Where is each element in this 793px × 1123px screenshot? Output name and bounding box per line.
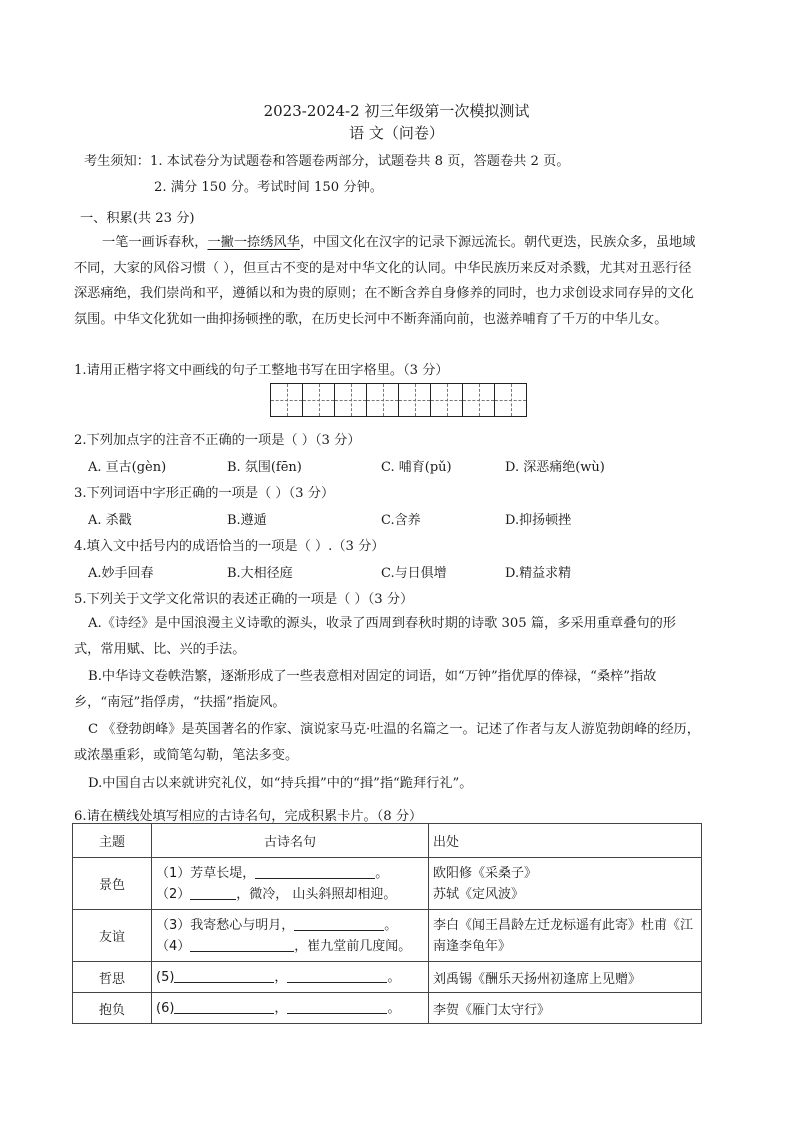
q4-option-d[interactable]: D.精益求精: [505, 566, 572, 581]
line-prefix: （1）芳草长堤，: [156, 865, 256, 881]
q3-option-d[interactable]: D.抑扬顿挫: [505, 513, 572, 528]
line-suffix: 。: [384, 917, 398, 933]
table-row: [73, 962, 702, 993]
line-suffix: 。: [375, 865, 389, 881]
fill-blank[interactable]: [287, 968, 387, 983]
line-middle: ，: [274, 969, 288, 985]
line-middle: ，崔九堂前几度闻。: [294, 938, 412, 954]
table-header-row: [73, 824, 702, 858]
fill-blank[interactable]: [174, 999, 274, 1014]
question-6: 6.请在横线处填写相应的古诗名句，完成积累卡片。（8 分）: [74, 809, 423, 824]
source-line: 苏轼《定风波》: [433, 886, 525, 902]
line-prefix: (5): [156, 969, 175, 985]
line-prefix: （4）: [156, 938, 191, 954]
q3-option-c[interactable]: C.含养: [381, 513, 421, 528]
line-suffix: 。: [387, 1000, 401, 1016]
grid-cell[interactable]: [367, 384, 399, 416]
question-2: 2.下列加点字的注音不正确的一项是（ ）（3 分）: [74, 433, 361, 448]
table-row: [73, 910, 702, 962]
poem-lines-cell: [152, 910, 429, 962]
source-line: 欧阳修《采桑子》: [433, 865, 538, 881]
source-text: 李白《闻王昌龄左迁龙标遥有此寄》杜甫《江南逢李龟年》: [433, 917, 694, 954]
passage-part-2: ，中国文化在汉字的记录下源远流长。朝代更迭，民族众多，虽地域不同，大家的风俗习惯（ ），但亘古不变的是对中华文化的认同。中华民族历来反对杀戮，尤其对丑恶行径深恶痛绝，我们崇尚和平，遵循以和为贵的原则；在不断含养自身修养的同时，也力求创设求同存异的文化氛围。中华文化犹如一曲抑扬顿挫的歌，在历史长河中不断奔涌向前，也滋养哺育了千万的中华儿女。: [74, 235, 696, 327]
fill-blank[interactable]: [190, 937, 294, 952]
question-1: 1.请用正楷字将文中画线的句子工整地书写在田字格里。（3 分）: [74, 363, 449, 378]
row-source: 李贺《雁门太守行》: [429, 993, 702, 1024]
grid-cell[interactable]: [463, 384, 495, 416]
grid-cell[interactable]: [271, 384, 303, 416]
exam-subtitle: 语 文（问卷）: [349, 124, 444, 142]
q5-option-c[interactable]: C 《登勃朗峰》是英国著名的作家、演说家马克·吐温的名篇之一。记述了作者与友人游览勃朗峰的经历，或浓墨重彩，或简笔勾勒，笔法多变。: [74, 722, 700, 763]
row-theme: 抱负: [73, 993, 152, 1024]
q2-option-a[interactable]: A. 亘古(gèn): [88, 460, 167, 475]
line-prefix: （2）: [156, 886, 191, 902]
header-theme: 主题: [73, 824, 152, 858]
q5-option-b[interactable]: B.中华诗文卷帙浩繁，逐渐形成了一些表意相对固定的词语，如“万钟”指优厚的俸禄，“桑梓”指故乡，“南冠”指俘虏，“扶摇”指旋风。: [74, 669, 657, 710]
table-row: [73, 993, 702, 1024]
notice-line-2: 2. 满分 150 分。考试时间 150 分钟。: [154, 180, 383, 195]
line-suffix: 。: [387, 969, 401, 985]
row-source: [429, 858, 702, 910]
q4-option-a[interactable]: A.妙手回春: [88, 566, 154, 581]
question-5: 5.下列关于文学文化常识的表述正确的一项是（ ）（3 分）: [74, 592, 414, 607]
poem-lines-cell: [152, 962, 429, 993]
table-row: [73, 858, 702, 910]
q3-option-b[interactable]: B.遵遁: [227, 513, 267, 528]
poem-lines-cell: [152, 993, 429, 1024]
fill-blank[interactable]: [287, 999, 387, 1014]
reading-passage: [74, 230, 702, 332]
poem-lines-cell: [152, 858, 429, 910]
accumulation-card-table: [72, 823, 702, 1024]
question-4: 4.填入文中括号内的成语恰当的一项是（ ）.（3 分）: [74, 539, 385, 554]
q2-option-c[interactable]: C. 哺育(pǔ): [381, 460, 452, 475]
section-heading: 一、积累(共 23 分): [80, 211, 195, 226]
row-source: 刘禹锡《酬乐天扬州初逢席上见赠》: [429, 962, 702, 993]
q5-option-d[interactable]: D.中国自古以来就讲究礼仪，如“持兵揖”中的“揖”指“跪拜行礼”。: [88, 776, 473, 791]
row-theme: 景色: [73, 858, 152, 910]
row-theme: 哲思: [73, 962, 152, 993]
grid-cell[interactable]: [303, 384, 335, 416]
passage-part-1: 一笔一画诉春秋，: [102, 235, 208, 250]
q2-option-d[interactable]: D. 深恶痛绝(wù): [505, 460, 605, 475]
q5-option-a[interactable]: A.《诗经》是中国浪漫主义诗歌的源头，收录了西周到春秋时期的诗歌 305 篇，多采用重章叠句的形式，常用赋、比、兴的手法。: [74, 616, 676, 657]
notice-label: 考生须知：: [84, 154, 150, 169]
grid-cell[interactable]: [431, 384, 463, 416]
underlined-sentence: 一撇一捺绣风华: [207, 235, 300, 250]
grid-cell[interactable]: [399, 384, 431, 416]
row-source: [429, 910, 702, 962]
line-middle: ，微冷， 山头斜照却相迎。: [236, 886, 397, 902]
fill-blank[interactable]: [255, 864, 375, 879]
q4-option-c[interactable]: C.与日俱增: [381, 566, 447, 581]
fill-blank[interactable]: [174, 968, 274, 983]
q4-option-b[interactable]: B.大相径庭: [227, 566, 293, 581]
question-3: 3.下列词语中字形正确的一项是（ ）（3 分）: [74, 486, 335, 501]
line-middle: ，: [274, 1000, 288, 1016]
header-poem-line: 古诗名句: [152, 824, 429, 858]
grid-cell[interactable]: [495, 384, 526, 416]
row-theme: 友谊: [73, 910, 152, 962]
fill-blank[interactable]: [190, 885, 236, 900]
line-prefix: （3）我寄愁心与明月，: [156, 917, 295, 933]
header-source: 出处: [429, 824, 702, 858]
grid-cell[interactable]: [335, 384, 367, 416]
exam-title: 2023-2024-2 初三年级第一次模拟测试: [263, 102, 530, 120]
tianzige-grid[interactable]: [270, 383, 527, 417]
q3-option-a[interactable]: A. 杀戳: [88, 513, 132, 528]
q2-option-b[interactable]: B. 氛围(fēn): [227, 460, 302, 475]
line-prefix: (6): [156, 1000, 175, 1016]
notice-text-1: 1. 本试卷分为试题卷和答题卷两部分，试题卷共 8 页，答题卷共 2 页。: [149, 154, 570, 169]
notice-line-1: [84, 150, 570, 169]
fill-blank[interactable]: [294, 916, 384, 931]
